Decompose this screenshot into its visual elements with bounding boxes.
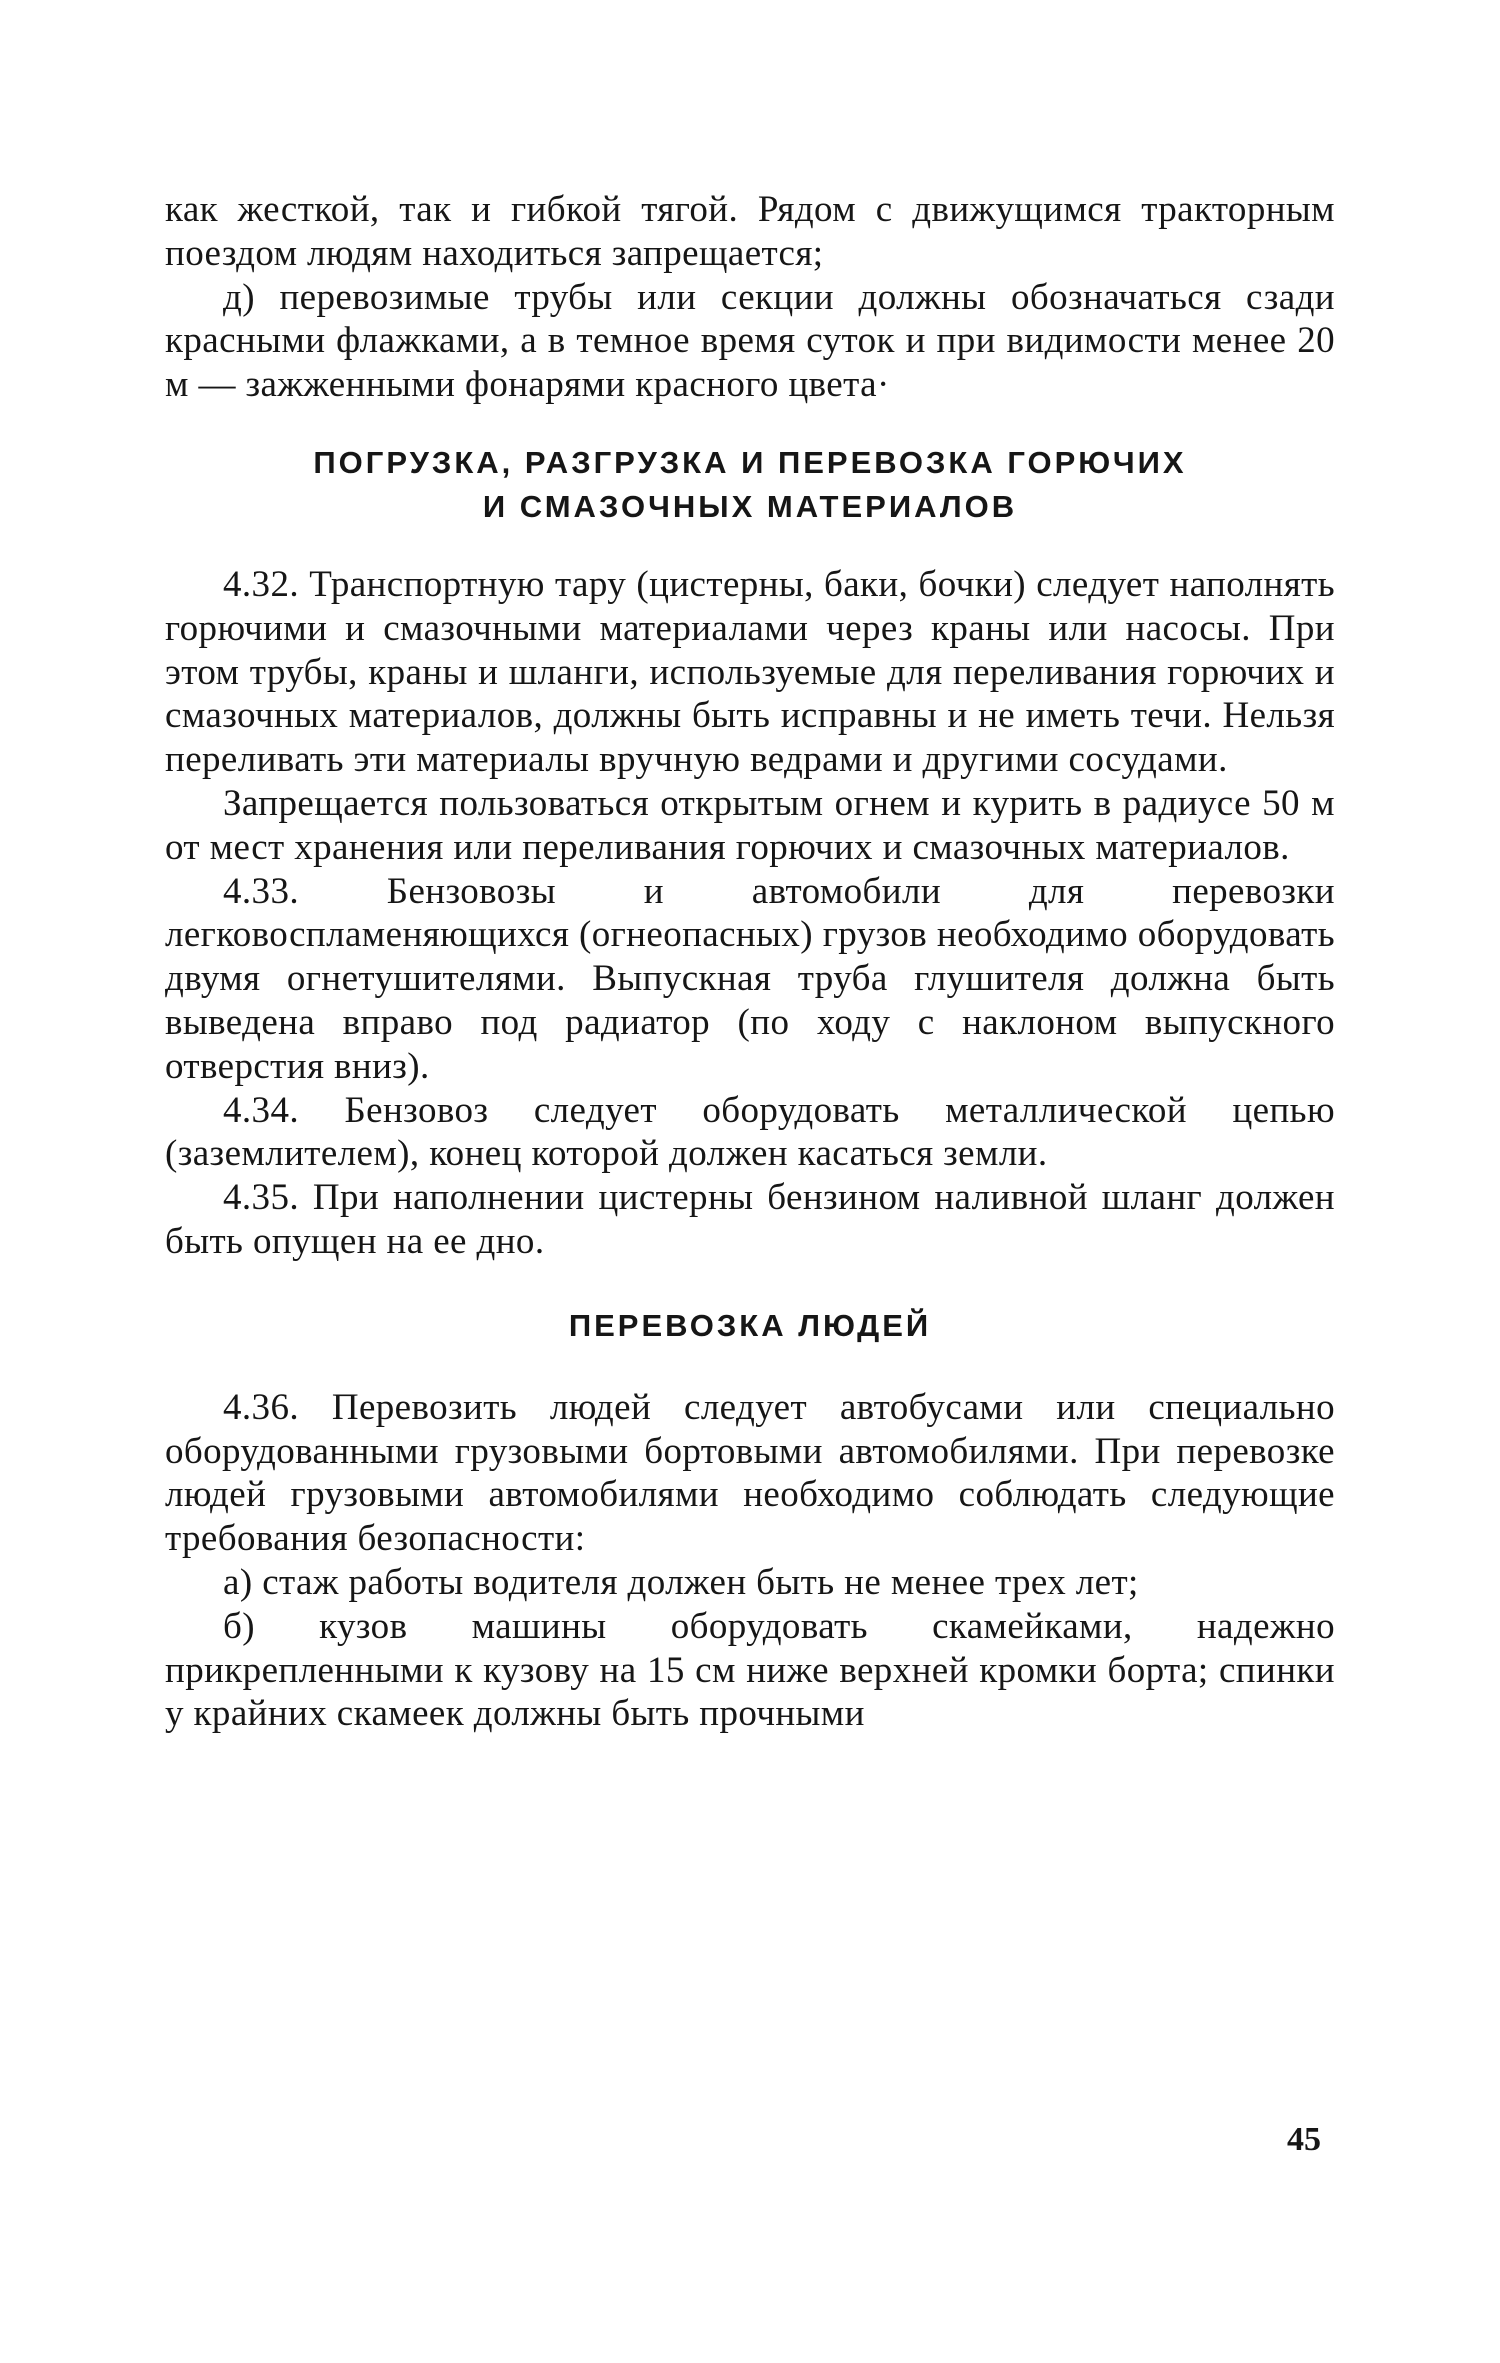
paragraph-4-34: 4.34. Бензовоз следует оборудовать металлической цепью (заземлителем), конец которой должен касаться земли.	[165, 1089, 1335, 1175]
paragraph-4-33: 4.33. Бензовозы и автомобили для перевозки легковоспламеняющихся (огнеопасных) грузов необходимо оборудовать двумя огнетушителями. Выпускная труба глушителя должна быть выведена вправо под радиатор (по ходу с наклоном выпускного отверстия вниз).	[165, 870, 1335, 1087]
paragraph-4-35: 4.35. При наполнении цистерны бензином наливной шланг должен быть опущен на ее дно.	[165, 1177, 1335, 1262]
paragraph-continuation: как жесткой, так и гибкой тягой. Рядом с движущимся тракторным поездом людям находиться запрещается;	[165, 189, 1335, 274]
paragraph-item-a: а) стаж работы водителя должен быть не менее трех лет;	[223, 1561, 1139, 1603]
paragraph-item-b: б) кузов машины оборудовать скамейками, надежно прикрепленными к кузову на 15 см ниже верхней кромки борта; спинки у крайних скамеек должны быть прочными	[165, 1605, 1335, 1735]
section-heading-fuel-line1: ПОГРУЗКА, РАЗГРУЗКА И ПЕРЕВОЗКА ГОРЮЧИХ	[313, 444, 1187, 480]
section-heading-fuel	[165, 441, 1335, 529]
paragraph-4-36: 4.36. Перевозить людей следует автобусами или специально оборудованными грузовыми бортовыми автомобилями. При перевозке людей грузовыми автомобилями необходимо соблюдать следующие требования безопасности:	[165, 1386, 1335, 1560]
page-number: 45	[1287, 2121, 1321, 2158]
section-heading-people: ПЕРЕВОЗКА ЛЮДЕЙ	[568, 1307, 932, 1343]
paragraph-item-d: д) перевозимые трубы или секции должны обозначаться сзади красными флажками, а в темное время суток и при видимости менее 20 м — зажженными фонарями красного цвета·	[165, 276, 1335, 406]
paragraph-open-fire-ban: Запрещается пользоваться открытым огнем и курить в радиусе 50 м от мест хранения или переливания горючих и смазочных материалов.	[165, 782, 1335, 868]
section-heading-fuel-line2: И СМАЗОЧНЫХ МАТЕРИАЛОВ	[482, 488, 1018, 524]
paragraph-4-32: 4.32. Транспортную тару (цистерны, баки, бочки) следует наполнять горючими и смазочными материалами через краны или насосы. При этом трубы, краны и шланги, используемые для переливания горючих и смазочных материалов, должны быть исправны и не иметь течи. Нельзя переливать эти материалы вручную ведрами и другими сосудами.	[165, 563, 1335, 781]
page-content	[165, 188, 1335, 1736]
